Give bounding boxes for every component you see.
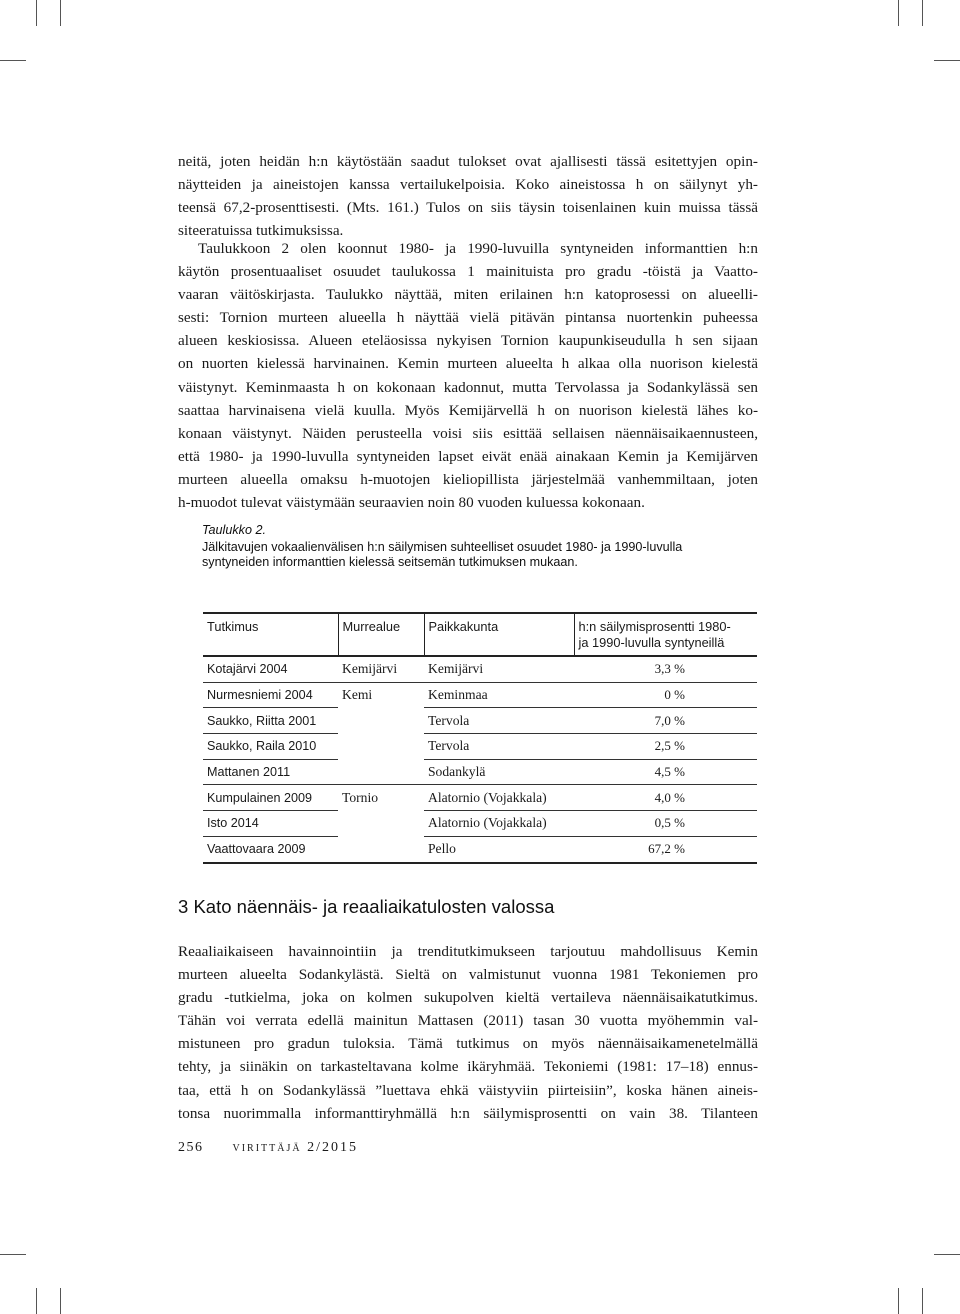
crop-mark <box>0 60 26 61</box>
cell-dialect <box>338 811 424 837</box>
text-line: murteen alueella omaksu h-muotojen kieliopillista järjestelmää vanhemmiltaan, joten <box>178 470 758 488</box>
table-row <box>203 811 757 837</box>
table-row <box>203 682 757 708</box>
table-row <box>203 734 757 760</box>
header-dialect: Murrealue <box>338 613 424 656</box>
data-table <box>203 612 757 864</box>
header-percentage <box>574 613 757 656</box>
cell-study: Vaattovaara 2009 <box>203 836 338 862</box>
text-line: taa, että h on Sodankylässä ”luettava ehkä väistyviin piirteisiin”, koska hänen aineis- <box>178 1081 758 1099</box>
page-number: 256 <box>178 1140 204 1155</box>
header-pct-line: h:n säilymisprosentti 1980- <box>578 619 731 634</box>
text-line: on nuorten kielessä harvinainen. Kemin murteen alueelta h alkaa olla nuorison kielestä <box>178 355 758 373</box>
section-title: Kato näennäis- ja reaaliaikatulosten valossa <box>193 896 555 917</box>
cell-place: Kemijärvi <box>424 656 574 682</box>
cell-percentage: 7,0 % <box>574 708 757 734</box>
cell-place: Alatornio (Vojakkala) <box>424 811 574 837</box>
crop-mark <box>934 1254 960 1255</box>
cell-study: Isto 2014 <box>203 811 338 837</box>
caption-title: Taulukko 2. <box>202 523 266 537</box>
caption-line: syntyneiden informanttien kielessä seitsemän tutkimuksen mukaan. <box>202 555 578 569</box>
crop-mark <box>36 1288 37 1314</box>
section-heading <box>178 896 554 918</box>
text-line: neitä, joten heidän h:n käytöstään saadut tulokset ovat ajallisesti tässä esitettyjen opin- <box>178 153 758 170</box>
crop-mark <box>60 0 61 26</box>
caption-line: Jälkitavujen vokaalienvälisen h:n säilymisen suhteelliset osuudet 1980- ja 1990-luvulla <box>202 539 683 554</box>
cell-study: Saukko, Riitta 2001 <box>203 708 338 734</box>
cell-dialect <box>338 836 424 862</box>
text-line: että 1980- ja 1990-luvulla syntyneiden lapset eivät enää ainakaan Kemin ja Kemijärven <box>178 447 758 465</box>
text-line: näytteiden ja aineistojen kanssa vertailukelpoisia. Koko aineistossa h on säilynyt yh- <box>178 176 758 194</box>
table-row <box>203 708 757 734</box>
journal-name: virittäjä 2/2015 <box>232 1140 358 1155</box>
text-line: teensä 67,2-prosenttisesti. (Mts. 161.) Tulos on siis täysin toisenlainen kuin muissa tässä <box>178 199 758 217</box>
crop-mark <box>36 0 37 26</box>
text-line: alueen keskiosissa. Alueen eteläosissa nykyisen Tornion kaupunkiseudulla h sen sijaan <box>178 332 758 350</box>
cell-dialect: Tornio <box>342 790 379 806</box>
paragraph-1 <box>178 150 758 242</box>
cell-place: Tervola <box>424 734 574 760</box>
text-line: siteeratuissa tutkimuksissa. <box>178 222 344 240</box>
text-line: sesti: Tornion murteen alueella h näyttää vielä pitävän pintansa nuortenkin puheessa <box>178 309 758 327</box>
table-header-row <box>203 613 757 656</box>
cell-percentage: 4,0 % <box>574 785 757 811</box>
text-line: h-muodot tulevat väistymään seuraavien noin 80 vuoden kuluessa kokonaan. <box>178 494 645 512</box>
paragraph-3 <box>178 940 758 1125</box>
cell-percentage: 3,3 % <box>574 656 757 682</box>
cell-study: Nurmesniemi 2004 <box>203 682 338 708</box>
crop-mark <box>934 60 960 61</box>
section-number: 3 <box>178 896 189 917</box>
table-row <box>203 759 757 785</box>
cell-place: Pello <box>424 836 574 862</box>
text-line: Reaaliaikaiseen havainnointiin ja trenditutkimukseen tarjoutuu mahdollisuus Kemin <box>178 943 758 960</box>
cell-percentage: 4,5 % <box>574 759 757 785</box>
header-study: Tutkimus <box>203 613 338 656</box>
header-pct-line: ja 1990-luvulla syntyneillä <box>578 635 725 650</box>
text-line: saattaa harvinaisena vielä kuulla. Myös Kemijärvellä h on nuorison kielestä lähes ko- <box>178 401 758 419</box>
crop-mark <box>922 1288 923 1314</box>
text-line: Tähän voi verrata edellä mainitun Mattasen (2011) tasan 30 vuotta myöhemmin val- <box>178 1012 758 1030</box>
crop-mark <box>898 1288 899 1314</box>
cell-percentage: 67,2 % <box>574 836 757 862</box>
cell-percentage: 2,5 % <box>574 734 757 760</box>
crop-mark <box>60 1288 61 1314</box>
text-line: vaaran väitöskirjasta. Taulukko näyttää, miten erilainen h:n katoprosessi on alueelli- <box>178 286 758 304</box>
cell-study: Saukko, Raila 2010 <box>203 734 338 760</box>
cell-dialect: Kemi <box>342 687 373 703</box>
text-line: Taulukkoon 2 olen koonnut 1980- ja 1990-luvuilla syntyneiden informanttien h:n <box>198 240 758 257</box>
page-footer <box>178 1140 358 1156</box>
crop-mark <box>922 0 923 26</box>
text-line: tonsa nuorimmalla informanttiryhmällä h:n säilymisprosentti on vain 38. Tilanteen <box>178 1104 758 1122</box>
table-caption <box>202 523 762 571</box>
text-line: tehty, ja siinäkin on tarkasteltavana kolme ikäryhmää. Tekoniemi (1981: 17–18) ennus- <box>178 1058 758 1076</box>
cell-place: Alatornio (Vojakkala) <box>424 785 574 811</box>
table-row <box>203 785 757 811</box>
cell-percentage: 0,5 % <box>574 811 757 837</box>
table-row <box>203 836 757 862</box>
crop-mark <box>898 0 899 26</box>
cell-study: Mattanen 2011 <box>203 759 338 785</box>
cell-study: Kumpulainen 2009 <box>203 785 338 811</box>
cell-dialect <box>338 734 424 760</box>
text-line: murteen alueelta Sodankylästä. Sieltä on valmistunut vuonna 1981 Tekoniemen pro <box>178 966 758 984</box>
text-line: mistuneen pro gradun tuloksia. Tämä tutkimus on myös näennäisaikamenetelmällä <box>178 1035 758 1053</box>
crop-mark <box>0 1254 26 1255</box>
text-line: käytön prosentuaaliset osuudet taulukossa 1 mainituista pro gradu -töistä ja Vaatto- <box>178 263 758 281</box>
cell-dialect <box>338 759 424 785</box>
text-line: konaan väistynyt. Näiden perusteella voisi siis esittää sellaisen näennäisaikaennusteen, <box>178 424 758 442</box>
header-place: Paikkakunta <box>424 613 574 656</box>
cell-place: Sodankylä <box>424 759 574 785</box>
cell-study: Kotajärvi 2004 <box>203 656 338 682</box>
text-line: väistynyt. Keminmaasta h on kokonaan kadonnut, mutta Tervolassa ja Sodankylässä sen <box>178 378 758 396</box>
text-line: gradu -tutkielma, joka on kolmen sukupolven kieltä vertaileva näennäisaikatutkimus. <box>178 989 758 1007</box>
cell-percentage: 0 % <box>574 682 757 708</box>
cell-dialect: Kemijärvi <box>338 656 424 682</box>
table-row <box>203 656 757 682</box>
cell-place: Keminmaa <box>424 682 574 708</box>
cell-place: Tervola <box>424 708 574 734</box>
paragraph-2 <box>178 237 758 514</box>
cell-dialect <box>338 708 424 734</box>
